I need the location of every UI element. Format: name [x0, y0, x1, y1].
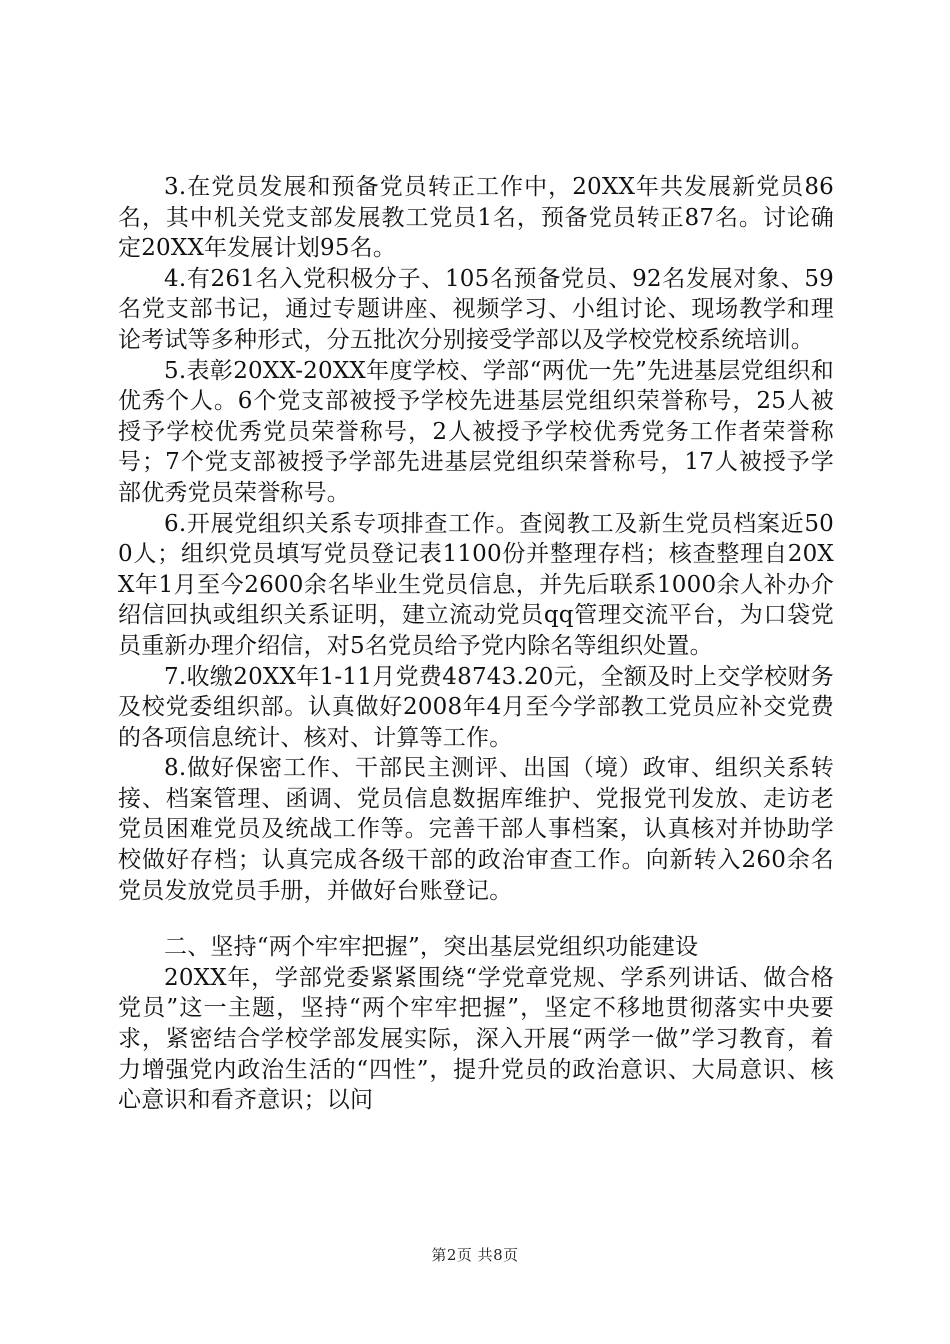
document-body — [118, 172, 834, 1116]
section-paragraph: 20XX年，学部党委紧紧围绕“学党章党规、学系列讲话、做合格党员”这一主题，坚持“两个牢牢把握”，坚定不移地贯彻落实中央要求，紧密结合学校学部发展实际，深入开展“两学一做”学习教育，着力增强党内政治生活的“四性”，提升党员的政治意识、大局意识、核心意识和看齐意识；以问 — [118, 964, 834, 1114]
paragraph-item-7: 7.收缴20XX年1-11月党费48743.20元，全额及时上交学校财务及校党委组织部。认真做好2008年4月至今学部教工党员应补交党费的各项信息统计、核对、计算等工作。 — [118, 663, 834, 751]
page-number-footer: 第2页 共8页 — [431, 1246, 519, 1264]
paragraph-item-5: 5.表彰20XX-20XX年度学校、学部“两优一先”先进基层党组织和优秀个人。6个党支部被授予学校先进基层党组织荣誉称号，25人被授予学校优秀党员荣誉称号，2人被授予学校优秀党务工作者荣誉称号；7个党支部被授予学部先进基层党组织荣誉称号，17人被授予学部优秀党员荣誉称号。 — [118, 357, 834, 506]
section-heading: 二、坚持“两个牢牢把握”，突出基层党组织功能建设 — [164, 934, 699, 961]
paragraph-item-3: 3.在党员发展和预备党员转正工作中，20XX年共发展新党员86名，其中机关党支部发展教工党员1名，预备党员转正87名。讨论确定20XX年发展计划95名。 — [118, 174, 834, 262]
paragraph-item-4: 4.有261名入党积极分子、105名预备党员、92名发展对象、59名党支部书记，通过专题讲座、视频学习、小组讨论、现场教学和理论考试等多种形式，分五批次分别接受学部以及学校党校系统培训。 — [118, 265, 834, 353]
paragraph-item-8: 8.做好保密工作、干部民主测评、出国（境）政审、组织关系转接、档案管理、函调、党员信息数据库维护、党报党刊发放、走访老党员困难党员及统战工作等。完善干部人事档案，认真核对并协助学校做好存档；认真完成各级干部的政治审查工作。向新转入260余名党员发放党员手册，并做好台账登记。 — [118, 755, 834, 904]
paragraph-item-6: 6.开展党组织关系专项排查工作。查阅教工及新生党员档案近500人；组织党员填写党员登记表1100份并整理存档；核查整理自20XX年1月至今2600余名毕业生党员信息，并先后联系1000余人补办介绍信回执或组织关系证明，建立流动党员qq管理交流平台，为口袋党员重新办理介绍信，对5名党员给予党内除名等组织处置。 — [118, 510, 834, 659]
